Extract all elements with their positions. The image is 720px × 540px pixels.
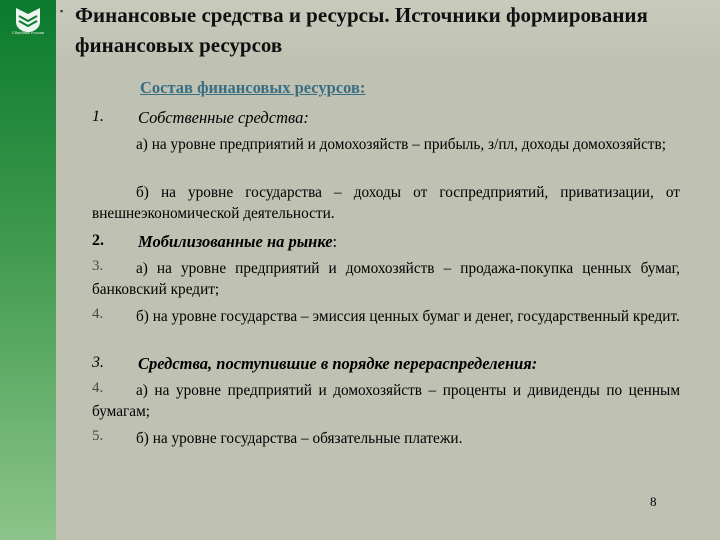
list-item-number: 4.: [92, 380, 104, 396]
list-item-number: 5.: [92, 428, 104, 444]
title-bullet-icon: ▪: [60, 6, 64, 16]
list-item: [92, 428, 680, 449]
list-item-text: а) на уровне предприятий и домохозяйств – прибыль, з/пл, доходы домохозяйств;: [136, 136, 667, 153]
section-number: 1.: [92, 108, 104, 125]
section-heading: Средства, поступившие в порядке перераспределения:: [138, 354, 538, 373]
slide-subtitle: Состав финансовых ресурсов:: [140, 78, 366, 97]
list-item-text: б) на уровне государства – обязательные платежи.: [136, 430, 463, 447]
page-number: 8: [650, 494, 657, 509]
logo-text: Сбербанк России: [11, 30, 45, 35]
section-number: 3.: [92, 354, 104, 371]
list-item: [92, 306, 680, 327]
section-heading: Собственные средства:: [138, 108, 309, 127]
list-item: [92, 258, 680, 300]
section-number: 2.: [92, 232, 104, 249]
list-item-text: б) на уровне государства – эмиссия ценных бумаг и денег, государственный кредит.: [136, 308, 680, 325]
sidebar-band: [0, 0, 56, 540]
list-item-text: а) на уровне предприятий и домохозяйств – продажа-покупка ценных бумаг, банковский кредит;: [92, 260, 680, 298]
list-item-number: 3.: [92, 258, 104, 274]
list-item-number: 4.: [92, 306, 104, 322]
list-item-text: б) на уровне государства – доходы от госпредприятий, приватизации, от внешнеэкономической деятельности.: [92, 184, 680, 222]
list-item: [92, 182, 680, 224]
section-heading: Мобилизованные на рынке:: [138, 232, 338, 251]
list-item: [92, 380, 680, 422]
list-item: [92, 134, 680, 155]
list-item-text: а) на уровне предприятий и домохозяйств – проценты и дивиденды по ценным бумагам;: [92, 382, 680, 420]
slide-title: Финансовые средства и ресурсы. Источники формирования финансовых ресурсов: [75, 3, 648, 57]
bank-logo: [6, 4, 50, 44]
